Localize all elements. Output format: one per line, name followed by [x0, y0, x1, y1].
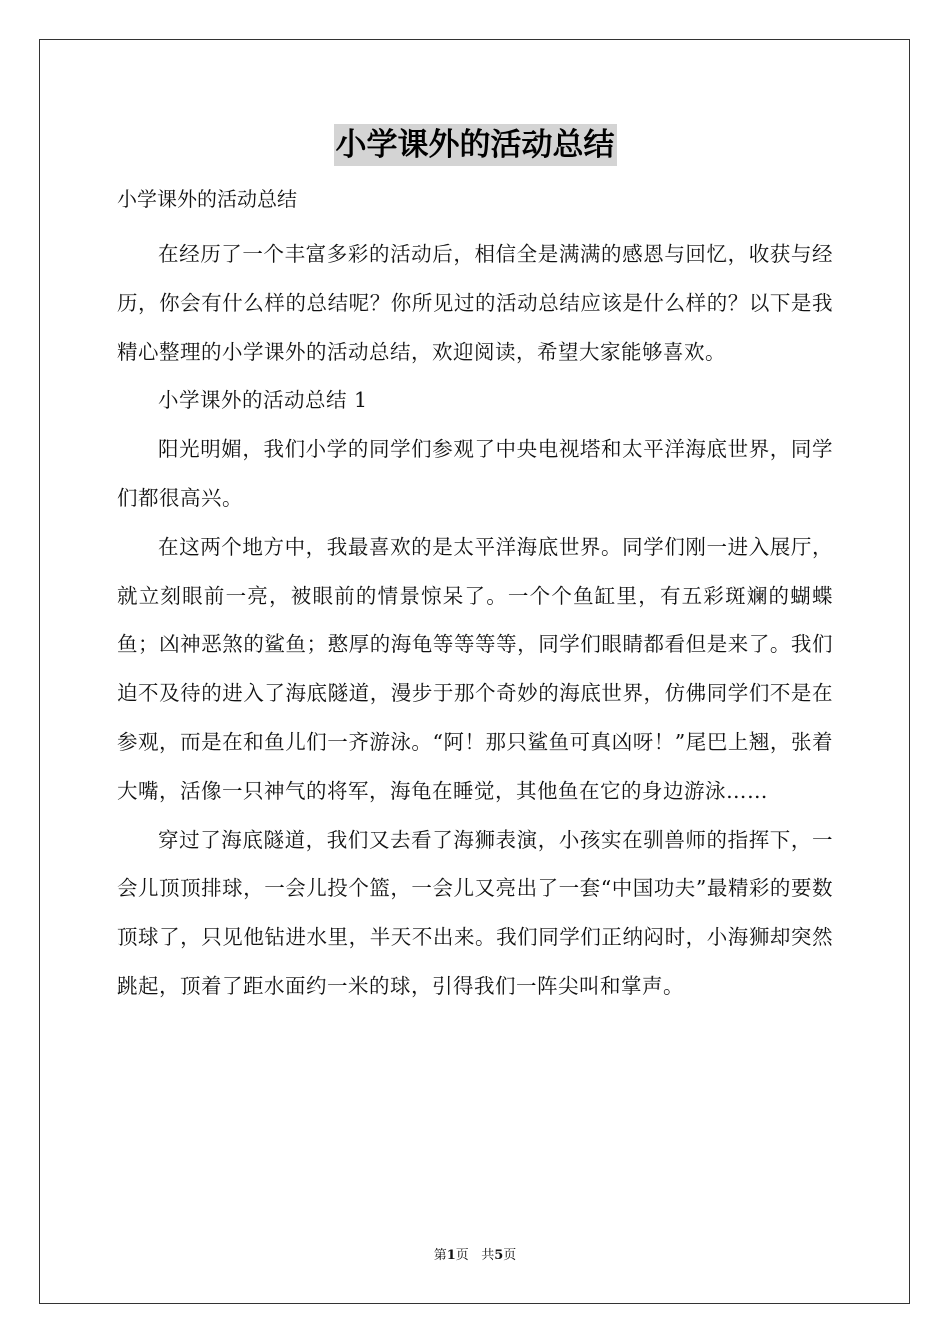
paragraph-intro: 在经历了一个丰富多彩的活动后，相信全是满满的感恩与回忆，收获与经历，你会有什么样的总结呢？你所见过的活动总结应该是什么样的？以下是我精心整理的小学课外的活动总结，欢迎阅读，希望大家能够喜欢。 — [117, 242, 833, 364]
section-heading: 小学课外的活动总结 1 — [158, 388, 368, 413]
page-suffix: 页 — [455, 1248, 469, 1263]
title-container — [0, 124, 950, 166]
page-current: 1 — [446, 1248, 456, 1263]
paragraph: 在这两个地方中，我最喜欢的是太平洋海底世界。同学们刚一进入展厅，就立刻眼前一亮，被眼前的情景惊呆了。一个个鱼缸里，有五彩斑斓的蝴蝶鱼；凶神恶煞的鲨鱼；憨厚的海龟等等等等，同学们眼睛都看但是来了。我们迫不及待的进入了海底隧道，漫步于那个奇妙的海底世界，仿佛同学们不是在参观，而是在和鱼儿们一齐游泳。“阿！那只鲨鱼可真凶呀！”尾巴上翘，张着大嘴，活像一只神气的将军，海龟在睡觉，其他鱼在它的身边游泳…… — [117, 534, 833, 803]
total-prefix: 共 — [481, 1248, 495, 1263]
paragraph: 阳光明媚，我们小学的同学们参观了中央电视塔和太平洋海底世界，同学们都很高兴。 — [117, 437, 833, 510]
document-title: 小学课外的活动总结 — [334, 124, 617, 166]
paragraph: 穿过了海底隧道，我们又去看了海狮表演，小孩实在驯兽师的指挥下，一会儿顶顶排球，一会儿投个篮，一会儿又亮出了一套“中国功夫”最精彩的要数顶球了，只见他钻进水里，半天不出来。我们同学们正纳闷时，小海狮却突然跳起，顶着了距水面约一米的球，引得我们一阵尖叫和掌声。 — [117, 827, 833, 998]
page-total: 5 — [494, 1248, 504, 1263]
page-footer — [0, 1246, 950, 1266]
total-suffix: 页 — [503, 1248, 517, 1263]
document-body — [117, 230, 833, 1011]
page-prefix: 第 — [433, 1248, 447, 1263]
document-subtitle: 小学课外的活动总结 — [117, 187, 297, 211]
